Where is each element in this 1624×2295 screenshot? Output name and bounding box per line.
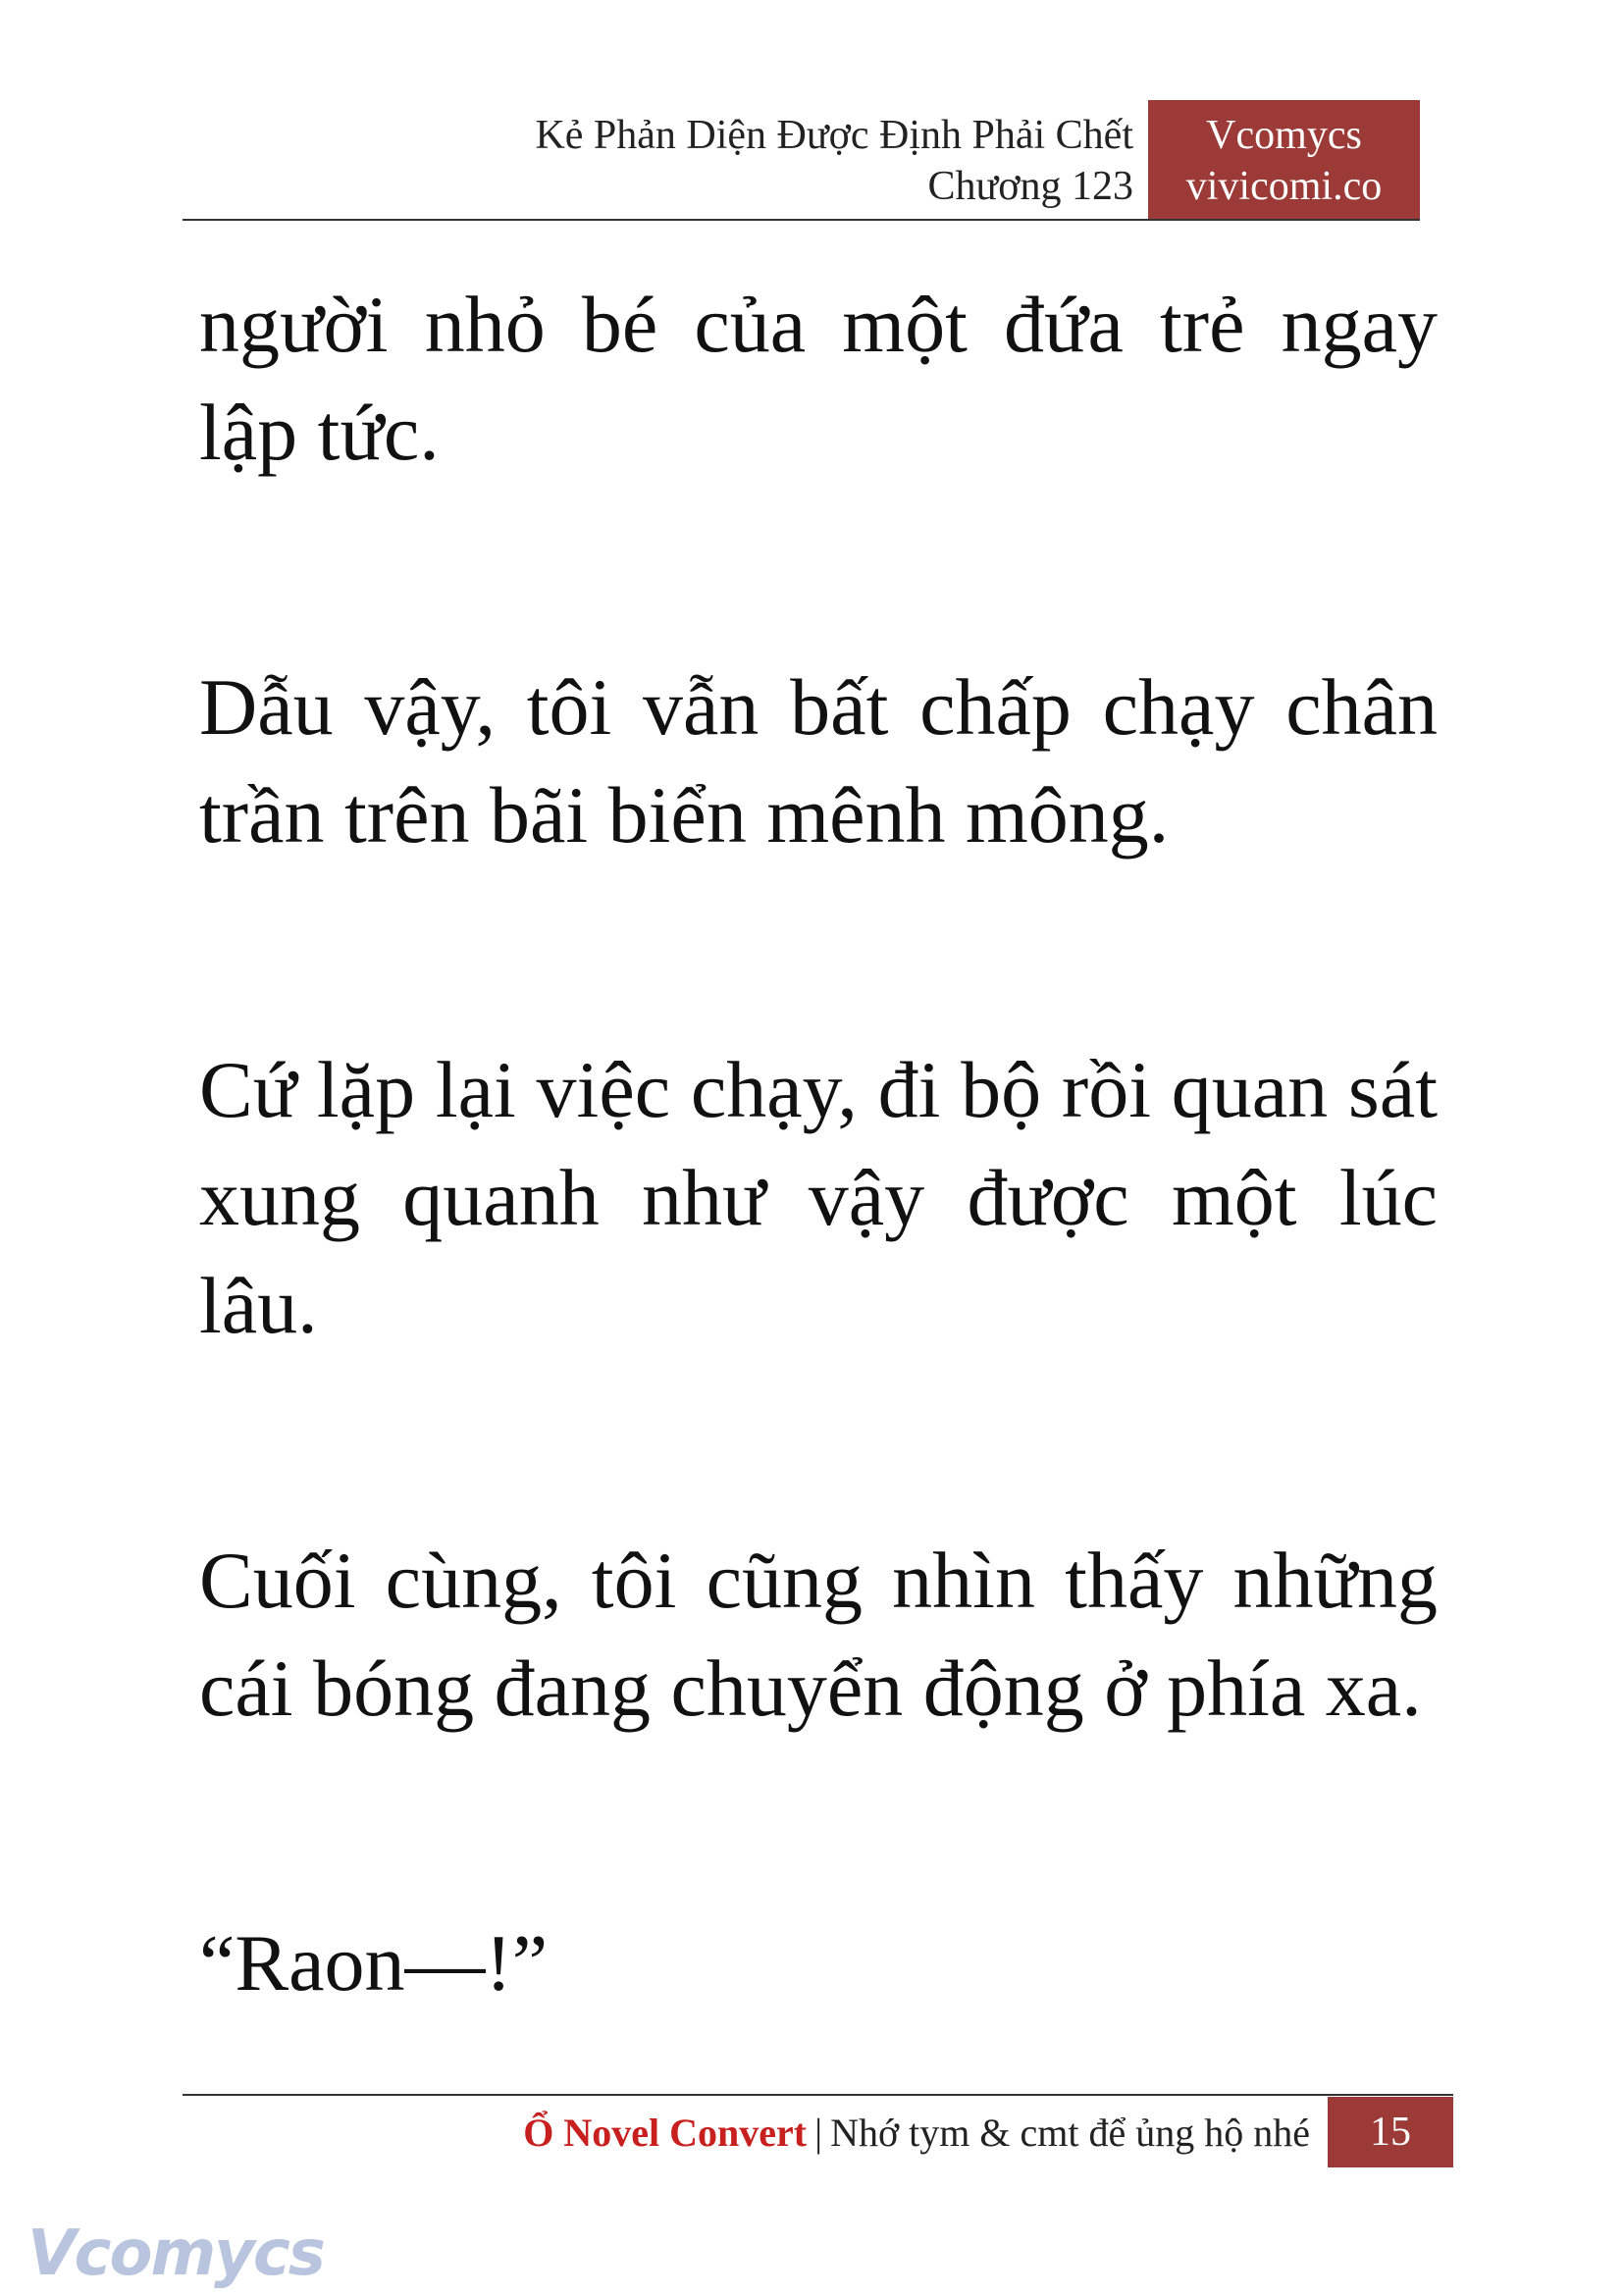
paragraph: Cuối cùng, tôi cũng nhìn thấy những cái bóng đang chuyển động ở phía xa. <box>199 1536 1438 1733</box>
paragraph: người nhỏ bé của một đứa trẻ ngay lập tức. <box>199 280 1438 477</box>
watermark-logo: Vcomycs <box>27 2217 324 2290</box>
chapter-body <box>199 271 1438 2017</box>
paragraph: “Raon—!” <box>199 1918 549 2008</box>
footer-divider <box>183 2094 1453 2096</box>
paragraph: Dẫu vậy, tôi vẫn bất chấp chạy chân trần trên bãi biển mênh mông. <box>199 662 1438 860</box>
page-header <box>535 110 1133 212</box>
site-name: Vcomycs <box>1206 113 1362 158</box>
page-footer <box>523 2108 1310 2159</box>
header-divider <box>183 219 1420 221</box>
page-number: 15 <box>1328 2097 1453 2167</box>
chapter-label: Chương 123 <box>927 164 1133 209</box>
book-title: Kẻ Phản Diện Được Định Phải Chết <box>535 113 1133 158</box>
paragraph: Cứ lặp lại việc chạy, đi bộ rồi quan sát xung quanh như vậy được một lúc lâu. <box>199 1045 1438 1350</box>
site-url: vivicomi.co <box>1185 164 1383 209</box>
footer-separator: | <box>814 2111 823 2155</box>
site-badge <box>1148 100 1420 220</box>
footer-note: Nhớ tym & cmt để ủng hộ nhé <box>830 2111 1310 2155</box>
footer-brand: Ổ Novel Convert <box>523 2111 808 2155</box>
